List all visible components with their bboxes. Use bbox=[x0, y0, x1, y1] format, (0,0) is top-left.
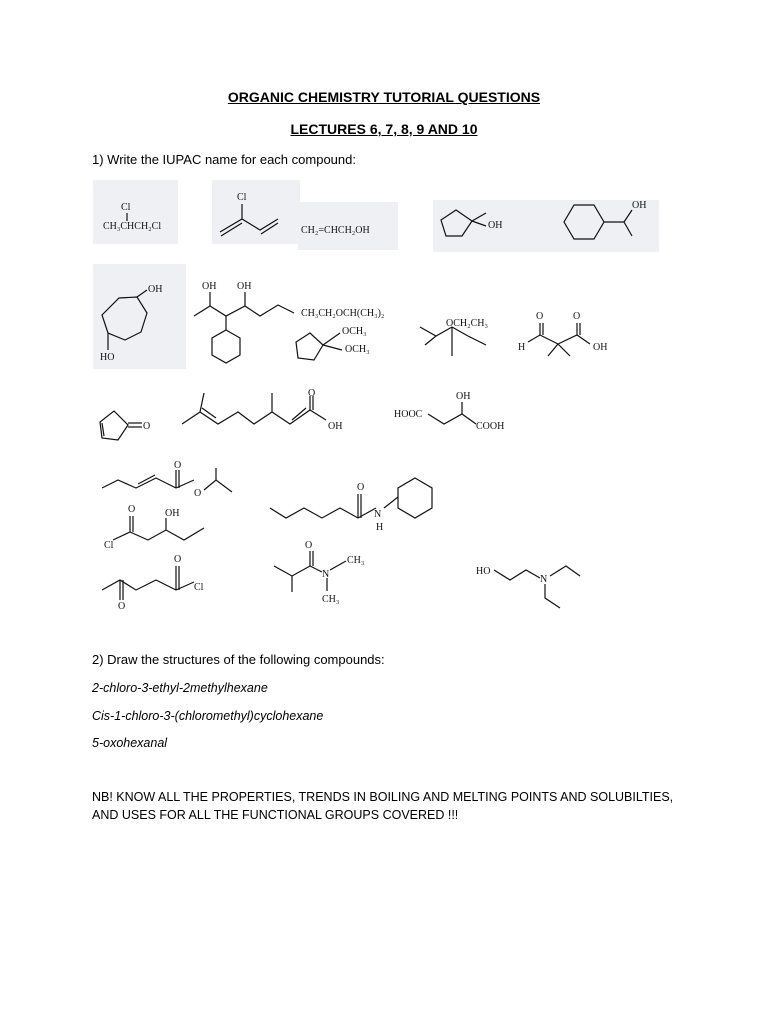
m13-oh-label: OH bbox=[328, 421, 343, 432]
m17-o-label: O bbox=[128, 504, 136, 515]
m8-formula: CH₃CH₂OCH(CH₃)₂ bbox=[301, 308, 385, 319]
m18-o-label: O bbox=[305, 540, 313, 551]
molecule-14 bbox=[394, 391, 504, 432]
page-title: ORGANIC CHEMISTRY TUTORIAL QUESTIONS bbox=[227, 89, 541, 105]
page-subtitle: LECTURES 6, 7, 8, 9 AND 10 bbox=[290, 121, 478, 137]
m10-och2ch3-label: OCH₂CH₃ bbox=[446, 318, 488, 329]
molecule-17 bbox=[104, 504, 204, 551]
m16-n-label: N bbox=[374, 509, 382, 520]
m20-o2-label: O bbox=[174, 554, 182, 565]
m16-o-label: O bbox=[357, 482, 365, 493]
molecule-20 bbox=[102, 554, 204, 612]
m17-cl-label: Cl bbox=[104, 540, 114, 551]
m15-o1-label: O bbox=[174, 460, 182, 471]
m20-o1-label: O bbox=[118, 601, 126, 612]
m19-n-label: N bbox=[540, 574, 548, 585]
m2-cl-label: Cl bbox=[237, 192, 247, 203]
m12-o-label: O bbox=[143, 421, 151, 432]
m5-oh-label: OH bbox=[632, 200, 647, 211]
m14-hooc-label: HOOC bbox=[394, 409, 423, 420]
m11-h-label: H bbox=[518, 342, 526, 353]
m7-oh1-label: OH bbox=[202, 281, 217, 292]
molecule-7 bbox=[194, 281, 294, 363]
m7-oh2-label: OH bbox=[237, 281, 252, 292]
m15-o2-label: O bbox=[194, 488, 202, 499]
molecule-9 bbox=[296, 326, 370, 360]
molecule-11 bbox=[518, 311, 607, 356]
note: NB! KNOW ALL THE PROPERTIES, TRENDS IN BOILING AND MELTING POINTS AND SOLUBILTIES, AND USES FOR ALL THE FUNCTIONAL GROUPS COVERED !!! bbox=[92, 790, 674, 822]
m11-o2-label: O bbox=[573, 311, 581, 322]
m19-ho-label: HO bbox=[476, 566, 491, 577]
molecule-18 bbox=[274, 540, 364, 605]
molecule-12 bbox=[100, 411, 150, 440]
m13-o-label: O bbox=[308, 388, 316, 399]
m18-ch3a-label: CH₃ bbox=[347, 555, 365, 566]
draw-item-2: Cis-1-chloro-3-(chloromethyl)cyclohexane bbox=[92, 709, 324, 723]
molecule-16 bbox=[270, 478, 432, 533]
question-1: 1) Write the IUPAC name for each compound: bbox=[92, 152, 356, 167]
m11-o1-label: O bbox=[536, 311, 544, 322]
m4-oh-label: OH bbox=[488, 220, 503, 231]
m1-formula: CH₃CHCH₂Cl bbox=[103, 221, 162, 232]
m9-och3b-label: OCH₃ bbox=[345, 344, 370, 355]
molecule-3 bbox=[301, 225, 370, 236]
panel-m2 bbox=[212, 180, 300, 244]
panel-m1 bbox=[93, 180, 178, 244]
m11-oh-label: OH bbox=[593, 342, 608, 353]
molecule-8 bbox=[301, 308, 384, 319]
m6-ho-label: HO bbox=[100, 352, 115, 363]
m14-cooh-label: COOH bbox=[476, 421, 505, 432]
draw-item-3: 5-oxohexanal bbox=[92, 736, 168, 750]
m1-cl-label: Cl bbox=[121, 202, 131, 213]
m6-oh-label: OH bbox=[148, 284, 163, 295]
molecule-19 bbox=[476, 566, 580, 608]
m18-n-label: N bbox=[322, 569, 330, 580]
molecule-10 bbox=[420, 318, 488, 356]
m16-h-label: H bbox=[376, 522, 384, 533]
molecule-13 bbox=[182, 388, 342, 432]
question-2: 2) Draw the structures of the following compounds: bbox=[92, 652, 385, 667]
m9-och3a-label: OCH₃ bbox=[342, 326, 367, 337]
m20-cl-label: Cl bbox=[194, 582, 204, 593]
m17-oh-label: OH bbox=[165, 508, 180, 519]
draw-item-1: 2-chloro-3-ethyl-2methylhexane bbox=[92, 681, 268, 695]
m3-formula: CH₂=CHCH₂OH bbox=[301, 225, 370, 236]
molecule-15 bbox=[102, 460, 232, 499]
panel-m4-m5 bbox=[433, 200, 659, 252]
m18-ch3b-label: CH₃ bbox=[322, 594, 340, 605]
m14-oh-label: OH bbox=[456, 391, 471, 402]
